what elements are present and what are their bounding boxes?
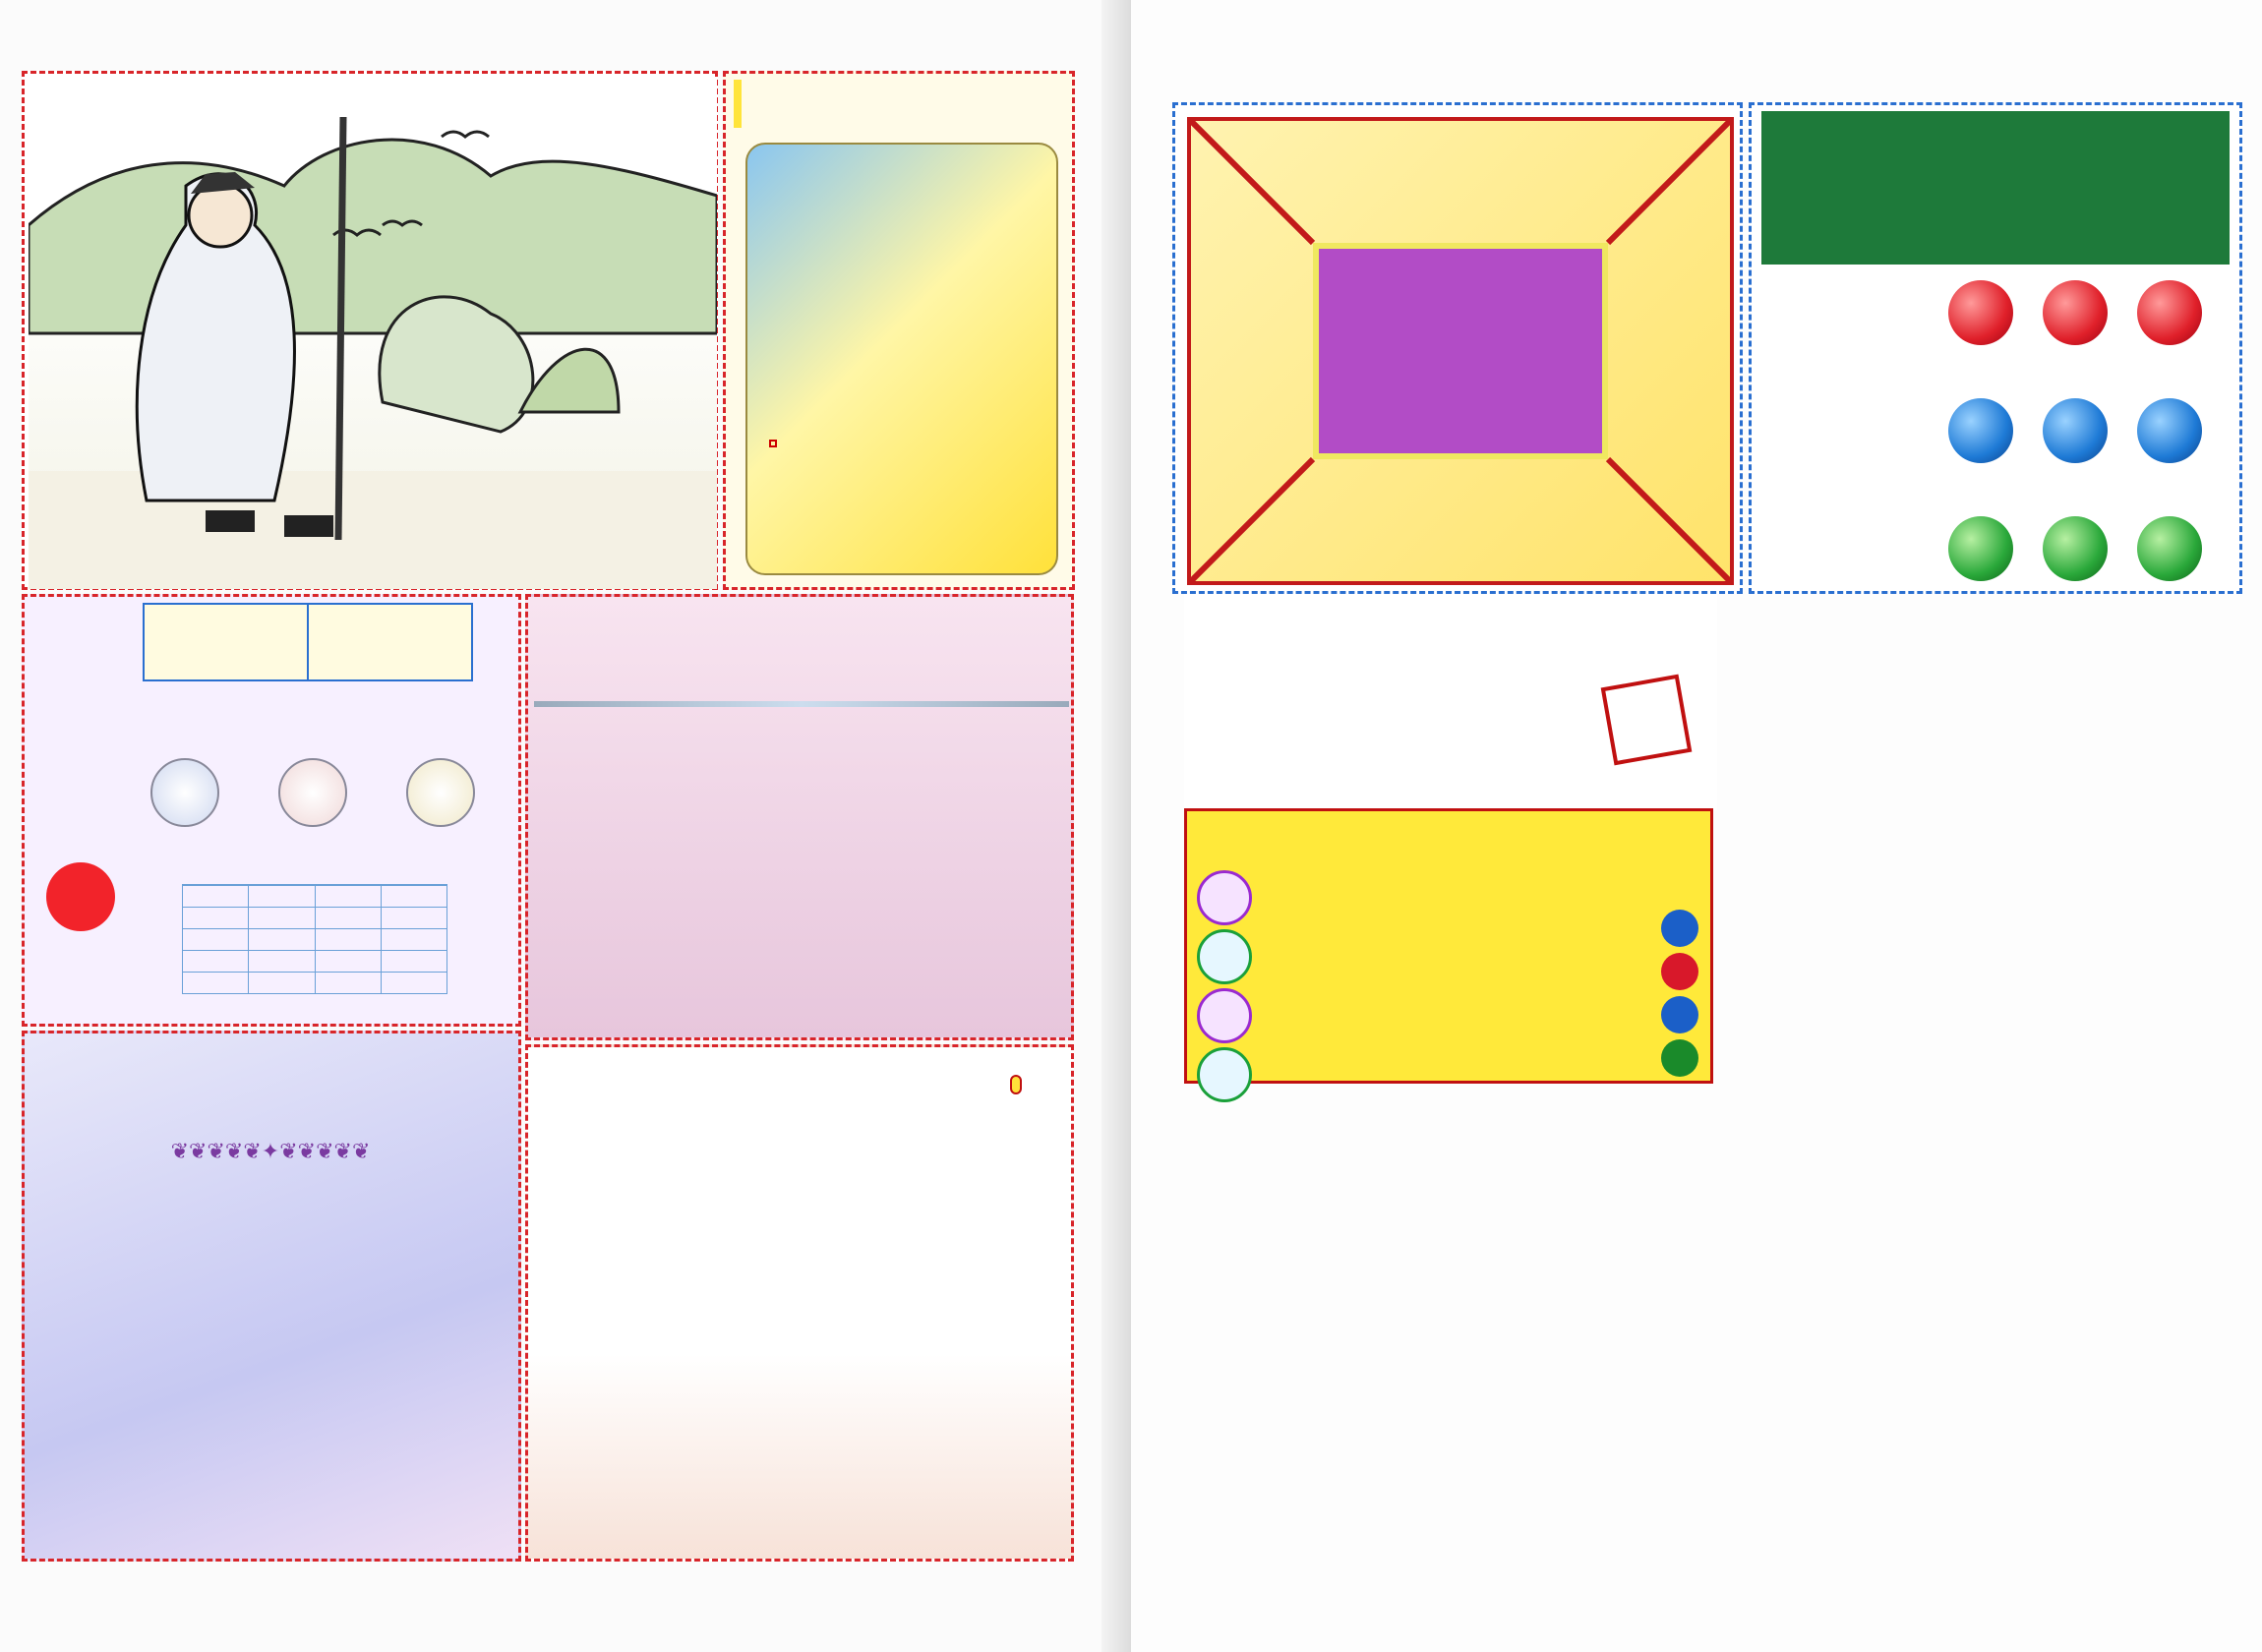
- issue-banner: [734, 80, 742, 128]
- table-cell: [381, 908, 446, 929]
- table-cell: [315, 951, 381, 973]
- lunpan-balls: [1661, 910, 1698, 1077]
- side-circle: [1197, 929, 1252, 984]
- divider: [534, 701, 1069, 707]
- story-tag: [1010, 1075, 1022, 1094]
- table-cell: [315, 886, 381, 908]
- issue-number: [734, 80, 742, 128]
- table-row: [183, 951, 447, 973]
- table-cell: [381, 973, 446, 994]
- blue-ball: [2137, 398, 2202, 463]
- side-circle: [1197, 988, 1252, 1043]
- table-cell: [249, 973, 315, 994]
- big-number-label: [145, 605, 309, 679]
- gates-diagram: [1187, 117, 1734, 585]
- zodiac-goat: [406, 758, 475, 827]
- table-cell: [183, 973, 249, 994]
- table-cell: [183, 929, 249, 951]
- table-row: [183, 886, 447, 908]
- stamp-seal: [1601, 675, 1693, 766]
- right-page: [1131, 0, 2262, 1652]
- spacer: [1566, 594, 1567, 595]
- blue-ball: [2043, 398, 2108, 463]
- lunpan-ball: [1661, 910, 1698, 947]
- lunpan-side: [1197, 870, 1254, 1102]
- red-ball: [2137, 280, 2202, 345]
- story-panel: [525, 1044, 1074, 1562]
- green-ball: [2137, 516, 2202, 581]
- table-cell: [315, 973, 381, 994]
- story-columns: [548, 1063, 1000, 1555]
- issue-panel: [723, 71, 1075, 590]
- table-cell: [249, 929, 315, 951]
- trend-panel: [22, 1031, 521, 1562]
- illustration-frame: [22, 71, 718, 590]
- info-panel: [1184, 594, 1717, 810]
- green-ball: [1948, 516, 2013, 581]
- zodiac-row: [150, 758, 475, 837]
- big-odd-box: [143, 603, 473, 681]
- odd-number-label: [309, 605, 471, 679]
- table-cell: [183, 908, 249, 929]
- tong-panel: [525, 594, 1074, 1040]
- blue-ball: [1948, 398, 2013, 463]
- table-row: [183, 973, 447, 994]
- zodiac-rabbit: [278, 758, 347, 827]
- special-code-panel: [22, 594, 521, 1027]
- table-cell: [249, 908, 315, 929]
- side-circle: [1197, 1047, 1252, 1102]
- gates-frame: [1172, 102, 1743, 594]
- lantern-badge: [46, 862, 115, 931]
- table-cell: [183, 886, 249, 908]
- table-row: [183, 929, 447, 951]
- recommend-panel: [1749, 102, 2242, 594]
- green-ball: [2043, 516, 2108, 581]
- table-cell: [249, 886, 315, 908]
- table-cell: [381, 886, 446, 908]
- recommend-title: [1761, 111, 2230, 265]
- shepherd-illustration: [29, 78, 717, 589]
- zodiac-rat: [150, 758, 219, 827]
- table-row: [183, 908, 447, 929]
- side-circle: [1197, 870, 1252, 925]
- table-cell: [183, 951, 249, 973]
- table-cell: [315, 929, 381, 951]
- lunpan-ball: [1661, 953, 1698, 990]
- red-ball: [2043, 280, 2108, 345]
- table-cell: [381, 929, 446, 951]
- door-analysis-table: [182, 884, 447, 994]
- ornament: ❦❦❦❦❦✦❦❦❦❦❦: [170, 1140, 371, 1164]
- table-cell: [315, 908, 381, 929]
- scroll-seal: [769, 440, 777, 447]
- lunpan-ball: [1661, 1039, 1698, 1077]
- table-cell: [249, 951, 315, 973]
- scroll: [745, 143, 1058, 575]
- earth-gate-box: [1313, 243, 1608, 459]
- table-cell: [381, 951, 446, 973]
- lunpan-panel: [1184, 808, 1713, 1084]
- lunpan-ball: [1661, 996, 1698, 1033]
- red-ball: [1948, 280, 2013, 345]
